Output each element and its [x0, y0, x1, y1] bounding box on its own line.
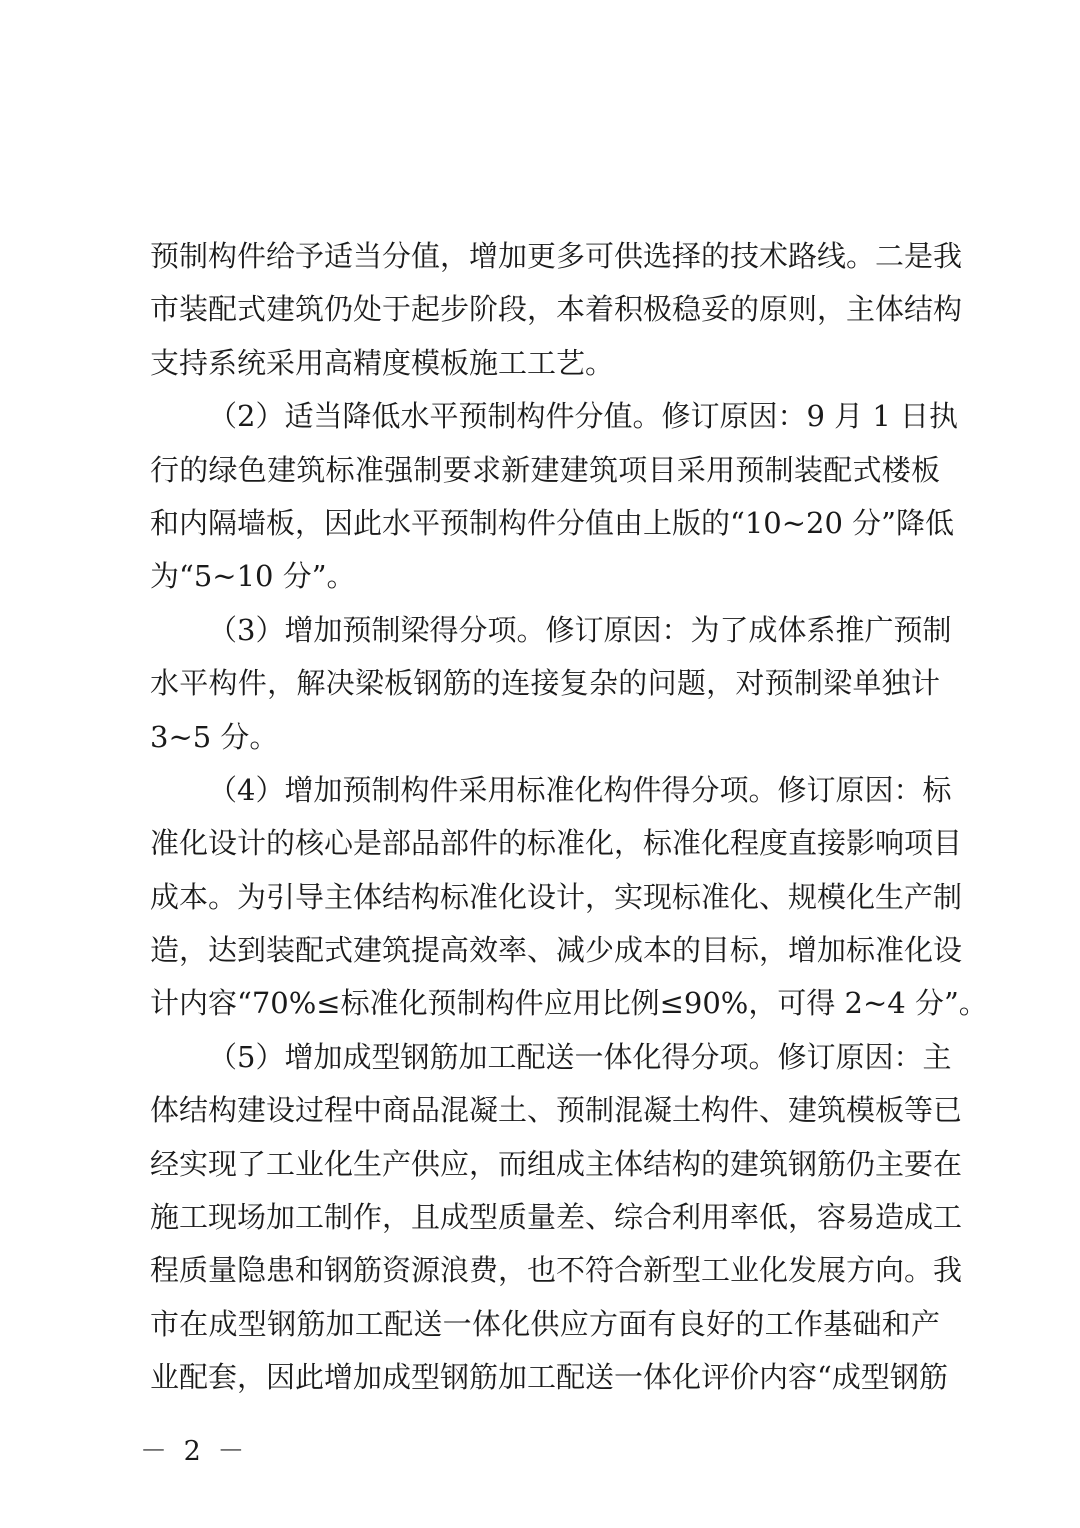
text-line: 水平构件，解决梁板钢筋的连接复杂的问题，对预制梁单独计 — [150, 666, 940, 701]
text-line: 和内隔墙板，因此水平预制构件分值由上版的“10~20 分”降低 — [150, 505, 954, 540]
page-number: － 2 － — [140, 1436, 249, 1467]
text-line: 3~5 分。 — [150, 719, 279, 754]
text-line: 成本。为引导主体结构标准化设计，实现标准化、规模化生产制 — [150, 879, 963, 914]
text-line: 市在成型钢筋加工配送一体化供应方面有良好的工作基础和产 — [150, 1306, 940, 1341]
paragraph-3-heading: （3）增加预制梁得分项。修订原因：为了成体系推广预制 — [208, 612, 952, 647]
text-line: 为“5~10 分”。 — [150, 559, 356, 594]
text-line: 预制构件给予适当分值，增加更多可供选择的技术路线。二是我 — [150, 239, 963, 273]
text-line: 经实现了工业化生产供应，而组成主体结构的建筑钢筋仍主要在 — [150, 1146, 963, 1181]
text-line: 体结构建设过程中商品混凝土、预制混凝土构件、建筑模板等已 — [150, 1093, 963, 1128]
paragraph-5-heading: （5）增加成型钢筋加工配送一体化得分项。修订原因：主 — [208, 1039, 952, 1074]
text-line: 造，达到装配式建筑提高效率、减少成本的目标，增加标准化设 — [150, 933, 963, 968]
text-line: 准化设计的核心是部品部件的标准化，标准化程度直接影响项目 — [150, 826, 963, 861]
text-line: 市装配式建筑仍处于起步阶段，本着积极稳妥的原则，主体结构 — [150, 292, 963, 327]
body-text — [150, 230, 988, 1405]
text-line: 支持系统采用高精度模板施工工艺。 — [150, 345, 615, 380]
text-line: 业配套，因此增加成型钢筋加工配送一体化评价内容“成型钢筋 — [150, 1360, 948, 1395]
text-line: 程质量隐患和钢筋资源浪费，也不符合新型工业化发展方向。我 — [150, 1253, 963, 1288]
text-line: 行的绿色建筑标准强制要求新建建筑项目采用预制装配式楼板 — [150, 452, 940, 487]
paragraph-4-heading: （4）增加预制构件采用标准化构件得分项。修订原因：标 — [208, 772, 952, 807]
text-line: 计内容“70%≤标准化预制构件应用比例≤90%，可得 2~4 分”。 — [150, 986, 988, 1021]
text-line: 施工现场加工制作，且成型质量差、综合利用率低，容易造成工 — [150, 1200, 963, 1235]
paragraph-2-heading: （2）适当降低水平预制构件分值。修订原因：9 月 1 日执 — [208, 399, 959, 434]
